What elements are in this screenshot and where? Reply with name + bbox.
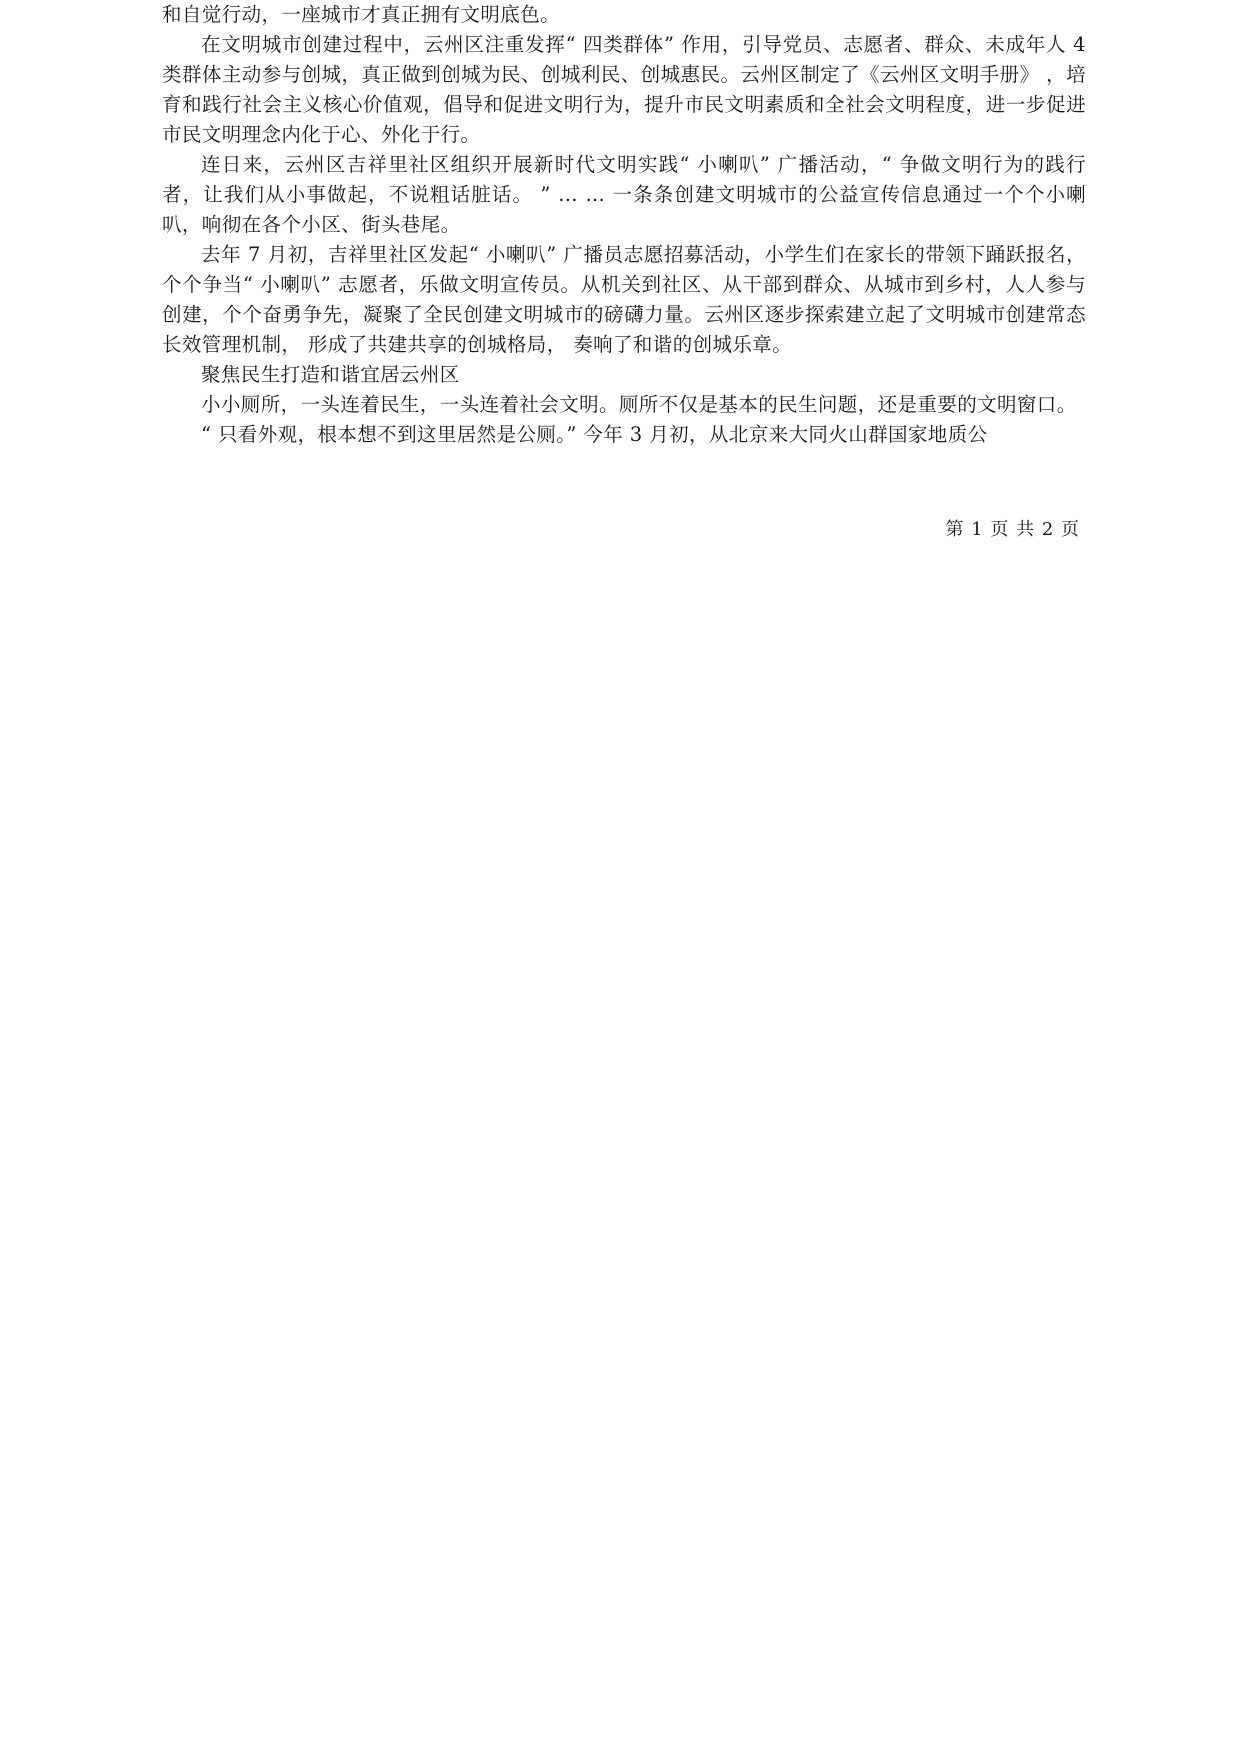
page-footer: 第 1 页 共 2 页: [945, 519, 1080, 540]
paragraph-quote: “ 只看外观，根本想不到这里居然是公厕。” 今年 3 月初，从北京来大同火山群国家地质公: [201, 423, 988, 446]
paragraph-continued: 和自觉行动，一座城市才真正拥有文明底色。: [162, 3, 561, 26]
paragraph-small-speaker: 连日来，云州区吉祥里社区组织开展新时代文明实践“ 小喇叭” 广播活动，“ 争做文明行为的践行者，让我们从小事做起，不说粗话脏话。 ” … … 一条条创建文明城市的公益宣传信息通过一个个小喇叭，响彻在各个小区、街头巷尾。: [162, 153, 1086, 236]
paragraph-four-groups: 在文明城市创建过程中，云州区注重发挥“ 四类群体” 作用，引导党员、志愿者、群众、未成年人 4 类群体主动参与创城，真正做到创城为民、创城利民、创城惠民。云州区制定了《云州区文明手册》 ，培育和践行社会主义核心价值观，倡导和促进文明行为，提升市民文明素质和全社会文明程度，进一步促进市民文明理念内化于心、外化于行。: [162, 33, 1086, 146]
section-heading: 聚焦民生打造和谐宜居云州区: [201, 363, 460, 386]
paragraph-volunteer-recruitment: 去年 7 月初，吉祥里社区发起“ 小喇叭” 广播员志愿招募活动，小学生们在家长的带领下踊跃报名，个个争当“ 小喇叭” 志愿者，乐做文明宣传员。从机关到社区、从干部到群众、从城市到乡村，人人参与创建，个个奋勇争先，凝聚了全民创建文明城市的磅礴力量。云州区逐步探索建立起了文明城市创建常态长效管理机制， 形成了共建共享的创城格局， 奏响了和谐的创城乐章。: [162, 243, 1086, 356]
article-body: [162, 0, 1086, 450]
paragraph-toilet: 小小厕所，一头连着民生，一头连着社会文明。厕所不仅是基本的民生问题，还是重要的文明窗口。: [201, 393, 1077, 416]
